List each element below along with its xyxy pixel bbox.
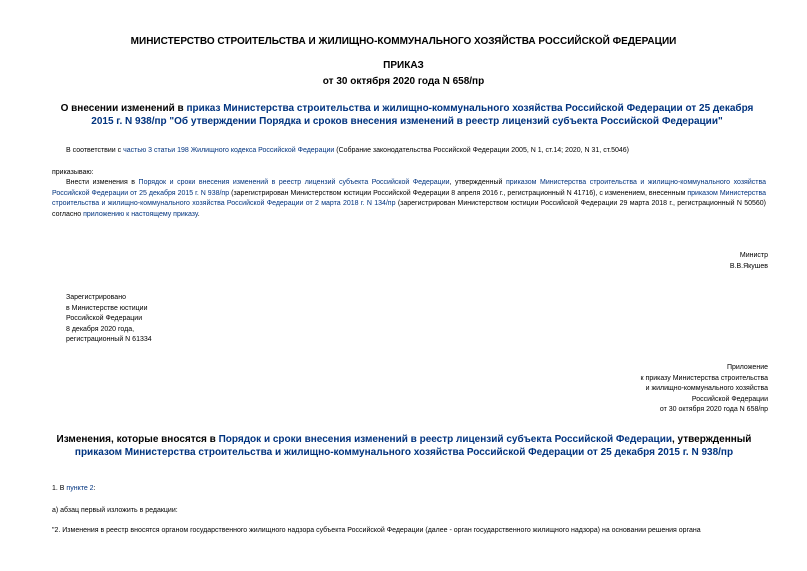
body-text-1: Внести изменения в: [66, 179, 139, 186]
appendix-line: и жилищно-коммунального хозяйства: [645, 385, 768, 392]
body-link-appendix[interactable]: приложению к настоящему приказу: [83, 210, 198, 218]
appendix-line: от 30 октября 2020 года N 658/пр: [659, 406, 768, 413]
doc-title: [52, 102, 762, 128]
changes-title-prefix: Изменения, которые вносятся в: [56, 434, 219, 445]
basis-suffix: (Собрание законодательства Российской Федерации 2005, N 1, ст.14; 2020, N 31, ст.5046): [334, 147, 629, 154]
item-quote: "2. Изменения в реестр вносятся органом государственного жилищного надзора субъекта Российской Федерации (далее - орган государственного жилищного надзора) на основании решения органа: [52, 527, 701, 534]
basis-link[interactable]: частью 3 статьи 198 Жилищного кодекса Российской Федерации: [123, 147, 335, 154]
item-1-suffix: :: [93, 485, 96, 492]
appendix-line: Приложение: [726, 364, 768, 371]
item-a: а) абзац первый изложить в редакции:: [52, 507, 178, 514]
body-link-order-procedure[interactable]: Порядок и сроки внесения изменений в реестр лицензий субъекта Российской Федерации: [138, 179, 450, 186]
item-1-link[interactable]: пункте 2: [66, 485, 94, 492]
changes-title-link-order[interactable]: приказом Министерства строительства и жилищно-коммунального хозяйства Российской Федерации от 25 декабря 2015 г. N 938/пр: [74, 447, 734, 458]
registration-line: Зарегистрировано: [66, 294, 126, 301]
body-paragraph: [52, 178, 766, 220]
registration-line: в Министерстве юстиции: [66, 304, 148, 312]
registration-block: [66, 293, 366, 346]
appendix-line: Российской Федерации: [691, 395, 768, 403]
basis-prefix: В соответствии с: [66, 147, 124, 154]
item-1-prefix: 1. В: [52, 485, 67, 492]
doc-title-prefix: О внесении изменений в: [60, 103, 187, 114]
ministry-heading: МИНИСТЕРСТВО СТРОИТЕЛЬСТВА И ЖИЛИЩНО-КОММУНАЛЬНОГО ХОЗЯЙСТВА РОССИЙСКОЙ ФЕДЕРАЦИИ: [130, 36, 677, 47]
registration-line: Российской Федерации: [66, 315, 143, 322]
appendix-block: [520, 363, 768, 416]
registration-line: 8 декабря 2020 года,: [66, 325, 135, 333]
appendix-line: к приказу Министерства строительства: [640, 374, 768, 382]
body-link-order-134[interactable]: приказом Министерства строительства и жилищно-коммунального хозяйства Российской Федерации от 2 марта 2018 г. N 134/пр: [52, 189, 766, 207]
signature-name: В.В.Якушев: [729, 262, 768, 270]
changes-title-middle: , утвержденный: [672, 434, 752, 445]
changes-title: [34, 433, 774, 459]
body-text-5: .: [197, 210, 200, 218]
doc-title-link[interactable]: приказ Министерства строительства и жилищно-коммунального хозяйства Российской Федерации от 25 декабря 2015 г. N 938/пр "Об утверждении Порядка и сроков внесения изменений в реестр лицензий субъекта Российской Федерации": [91, 103, 754, 127]
body-link-order-938[interactable]: приказом Министерства строительства и жилищно-коммунального хозяйства Российской Федерации от 25 декабря 2015 г. N 938/пр: [52, 179, 766, 197]
basis-paragraph: [66, 146, 766, 157]
signature-block: [560, 251, 768, 272]
registration-line: регистрационный N 61334: [66, 336, 152, 343]
body-text-4: (зарегистрирован Министерством юстиции Российской Федерации 29 марта 2018 г., регистрационный N 50560) согласно: [52, 200, 766, 218]
item-1: [52, 484, 96, 495]
order-word: приказываю:: [52, 169, 94, 176]
doc-type-heading: ПРИКАЗ: [383, 60, 424, 71]
doc-date-number: от 30 октября 2020 года N 658/пр: [322, 76, 485, 87]
signature-position: Министр: [739, 252, 768, 259]
changes-title-link-procedure[interactable]: Порядок и сроки внесения изменений в реестр лицензий субъекта Российской Федерации: [218, 434, 672, 445]
body-text-3: (зарегистрирован Министерством юстиции Российской Федерации 8 апреля 2016 г., регистрационный N 41716), с изменением, внесенным: [229, 189, 688, 197]
body-text-2: , утвержденный: [449, 179, 506, 186]
